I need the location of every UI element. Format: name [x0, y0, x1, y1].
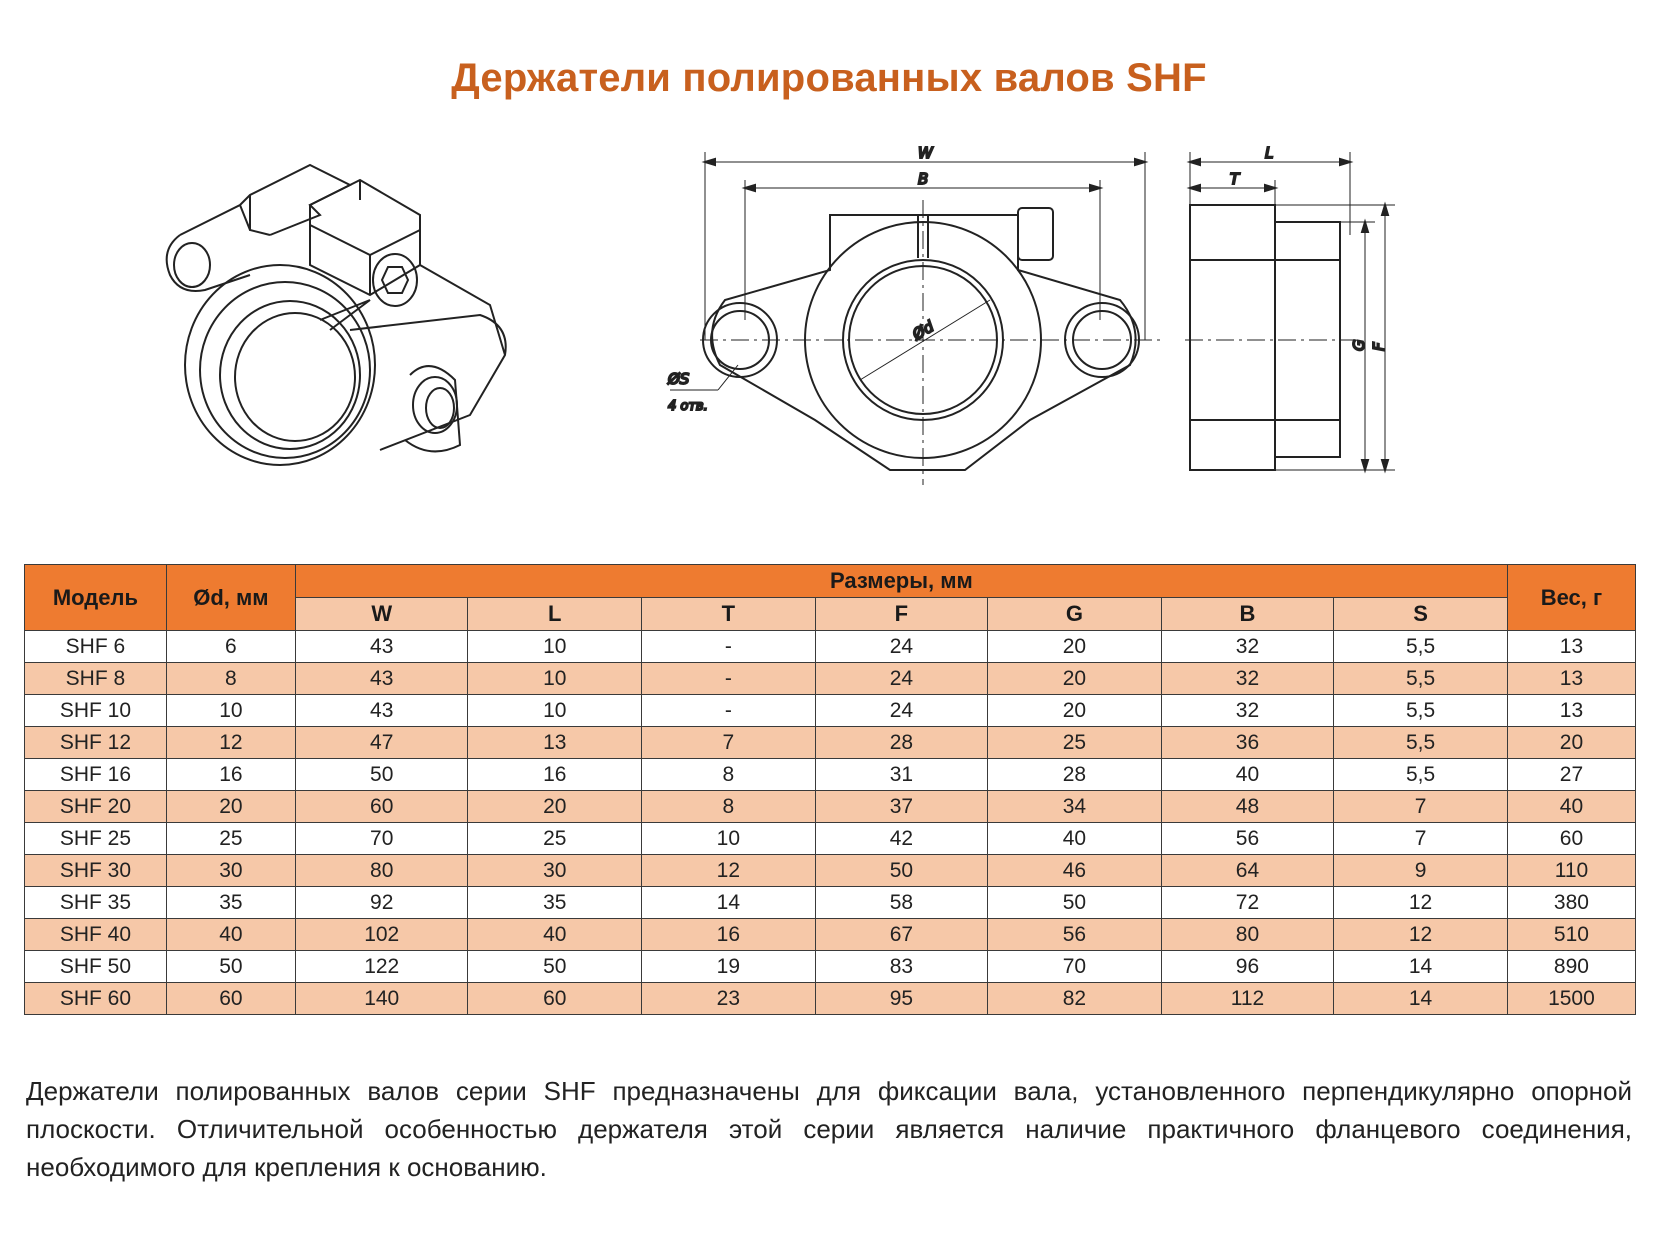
technical-drawings [0, 130, 1658, 550]
table-cell: 25 [468, 823, 642, 855]
table-cell: 40 [1161, 759, 1334, 791]
dim-w-label: W [918, 144, 933, 162]
table-cell: 50 [815, 855, 988, 887]
table-cell: 50 [295, 759, 468, 791]
dim-s-label: ØS [668, 370, 690, 388]
table-cell: 83 [815, 951, 988, 983]
table-cell: 50 [166, 951, 295, 983]
table-cell: 8 [642, 791, 816, 823]
table-cell: 27 [1507, 759, 1635, 791]
table-cell: 12 [166, 727, 295, 759]
dim-l-label: L [1265, 144, 1274, 162]
table-cell: 28 [988, 759, 1162, 791]
table-cell: 24 [815, 695, 988, 727]
table-cell: 7 [1334, 823, 1508, 855]
table-cell: 60 [1507, 823, 1635, 855]
table-cell: SHF 60 [25, 983, 167, 1015]
table-cell: 14 [1334, 951, 1508, 983]
table-cell: 72 [1161, 887, 1334, 919]
table-cell: 13 [1507, 663, 1635, 695]
table-cell: 56 [1161, 823, 1334, 855]
table-cell: 16 [468, 759, 642, 791]
table-row [25, 727, 1636, 759]
table-cell: 70 [988, 951, 1162, 983]
table-cell: 28 [815, 727, 988, 759]
table-cell: SHF 30 [25, 855, 167, 887]
table-cell: 1500 [1507, 983, 1635, 1015]
table-cell: 20 [1507, 727, 1635, 759]
table-cell: SHF 50 [25, 951, 167, 983]
table-row [25, 951, 1636, 983]
table-cell: 24 [815, 631, 988, 663]
table-cell: 20 [468, 791, 642, 823]
table-cell: 122 [295, 951, 468, 983]
table-cell: 35 [468, 887, 642, 919]
table-cell: 23 [642, 983, 816, 1015]
table-cell: - [642, 631, 816, 663]
table-cell: 60 [166, 983, 295, 1015]
table-cell: 60 [295, 791, 468, 823]
table-cell: 42 [815, 823, 988, 855]
table-row [25, 695, 1636, 727]
table-cell: SHF 35 [25, 887, 167, 919]
front-view [668, 140, 1170, 500]
table-cell: 37 [815, 791, 988, 823]
table-row [25, 631, 1636, 663]
specifications-table [24, 564, 1636, 1015]
table-cell: 92 [295, 887, 468, 919]
header-model: Модель [25, 565, 167, 631]
table-cell: 40 [166, 919, 295, 951]
holes-label: 4 отв. [668, 399, 708, 414]
table-cell: 25 [166, 823, 295, 855]
dim-f-label: F [1370, 342, 1388, 351]
table-cell: 30 [166, 855, 295, 887]
table-cell: 48 [1161, 791, 1334, 823]
table-body [25, 631, 1636, 1015]
table-row [25, 663, 1636, 695]
table-cell: 14 [1334, 983, 1508, 1015]
table-row [25, 791, 1636, 823]
header-dimensions: Размеры, мм [295, 565, 1507, 598]
table-cell: 13 [1507, 695, 1635, 727]
header-col-f: F [815, 598, 988, 631]
table-cell: 10 [166, 695, 295, 727]
table-cell: 13 [468, 727, 642, 759]
header-col-t: T [642, 598, 816, 631]
table-cell: 13 [1507, 631, 1635, 663]
table-cell: 34 [988, 791, 1162, 823]
table-cell: 10 [642, 823, 816, 855]
table-cell: 7 [1334, 791, 1508, 823]
table-cell: 12 [1334, 919, 1508, 951]
table-cell: 95 [815, 983, 988, 1015]
table-cell: 14 [642, 887, 816, 919]
page-title: Держатели полированных валов SHF [451, 56, 1207, 100]
dim-d-label: Ød [909, 317, 937, 344]
table-cell: 5,5 [1334, 695, 1508, 727]
table-cell: SHF 12 [25, 727, 167, 759]
table-cell: 50 [468, 951, 642, 983]
table-cell: 140 [295, 983, 468, 1015]
table-row [25, 823, 1636, 855]
header-weight: Вес, г [1507, 565, 1635, 631]
header-col-w: W [295, 598, 468, 631]
table-cell: 46 [988, 855, 1162, 887]
table-cell: 43 [295, 695, 468, 727]
table-cell: 112 [1161, 983, 1334, 1015]
header-col-b: B [1161, 598, 1334, 631]
table-cell: 96 [1161, 951, 1334, 983]
table-cell: 80 [1161, 919, 1334, 951]
table-cell: 47 [295, 727, 468, 759]
table-row [25, 855, 1636, 887]
table-cell: 5,5 [1334, 663, 1508, 695]
table-cell: 20 [988, 631, 1162, 663]
table-cell: 16 [166, 759, 295, 791]
table-cell: 67 [815, 919, 988, 951]
description-text: Держатели полированных валов серии SHF предназначены для фиксации вала, установленного перпендикулярно опорной плоскости. Отличительной особенностью держателя этой серии является наличие практичного фланцевого соединения, необходимого для крепления к основанию. [26, 1076, 1632, 1182]
table-cell: 110 [1507, 855, 1635, 887]
header-diameter: Ød, мм [166, 565, 295, 631]
table-cell: 6 [166, 631, 295, 663]
header-col-s: S [1334, 598, 1508, 631]
table-cell: 30 [468, 855, 642, 887]
table-row [25, 983, 1636, 1015]
table-cell: 5,5 [1334, 727, 1508, 759]
table-cell: 20 [988, 663, 1162, 695]
table-cell: 7 [642, 727, 816, 759]
table-cell: 40 [1507, 791, 1635, 823]
dim-g-label: G [1350, 339, 1368, 351]
table-cell: 60 [468, 983, 642, 1015]
table-cell: 43 [295, 663, 468, 695]
table-cell: 19 [642, 951, 816, 983]
table-cell: 25 [988, 727, 1162, 759]
table-cell: 40 [988, 823, 1162, 855]
table-cell: 10 [468, 631, 642, 663]
table-cell: - [642, 663, 816, 695]
dim-b-label: B [918, 170, 929, 188]
table-cell: 380 [1507, 887, 1635, 919]
table-cell: 5,5 [1334, 631, 1508, 663]
table-cell: - [642, 695, 816, 727]
table-cell: 24 [815, 663, 988, 695]
table-cell: 50 [988, 887, 1162, 919]
table-cell: 20 [166, 791, 295, 823]
table-cell: SHF 40 [25, 919, 167, 951]
table-cell: 12 [1334, 887, 1508, 919]
table-cell: SHF 20 [25, 791, 167, 823]
table-cell: 16 [642, 919, 816, 951]
header-col-l: L [468, 598, 642, 631]
table-cell: 56 [988, 919, 1162, 951]
table-cell: 32 [1161, 695, 1334, 727]
table-cell: 10 [468, 695, 642, 727]
table-cell: 102 [295, 919, 468, 951]
table-cell: SHF 8 [25, 663, 167, 695]
table-row [25, 919, 1636, 951]
table-cell: 43 [295, 631, 468, 663]
table-cell: 40 [468, 919, 642, 951]
header-col-g: G [988, 598, 1162, 631]
isometric-view [150, 155, 550, 475]
side-view [1185, 140, 1415, 500]
table-cell: 32 [1161, 631, 1334, 663]
table-cell: 10 [468, 663, 642, 695]
table-cell: 20 [988, 695, 1162, 727]
table-cell: 32 [1161, 663, 1334, 695]
table-cell: 510 [1507, 919, 1635, 951]
table-cell: 31 [815, 759, 988, 791]
table-cell: SHF 25 [25, 823, 167, 855]
table-cell: 890 [1507, 951, 1635, 983]
table-cell: 35 [166, 887, 295, 919]
table-cell: SHF 16 [25, 759, 167, 791]
table-cell: 58 [815, 887, 988, 919]
table-cell: 8 [642, 759, 816, 791]
table-cell: SHF 6 [25, 631, 167, 663]
table-cell: 9 [1334, 855, 1508, 887]
table-row [25, 759, 1636, 791]
table-cell: 82 [988, 983, 1162, 1015]
table-cell: 80 [295, 855, 468, 887]
table-cell: 36 [1161, 727, 1334, 759]
table-cell: SHF 10 [25, 695, 167, 727]
table-cell: 70 [295, 823, 468, 855]
table-row [25, 887, 1636, 919]
table-cell: 12 [642, 855, 816, 887]
table-cell: 5,5 [1334, 759, 1508, 791]
dim-t-label: T [1230, 170, 1240, 188]
table-cell: 64 [1161, 855, 1334, 887]
table-cell: 8 [166, 663, 295, 695]
